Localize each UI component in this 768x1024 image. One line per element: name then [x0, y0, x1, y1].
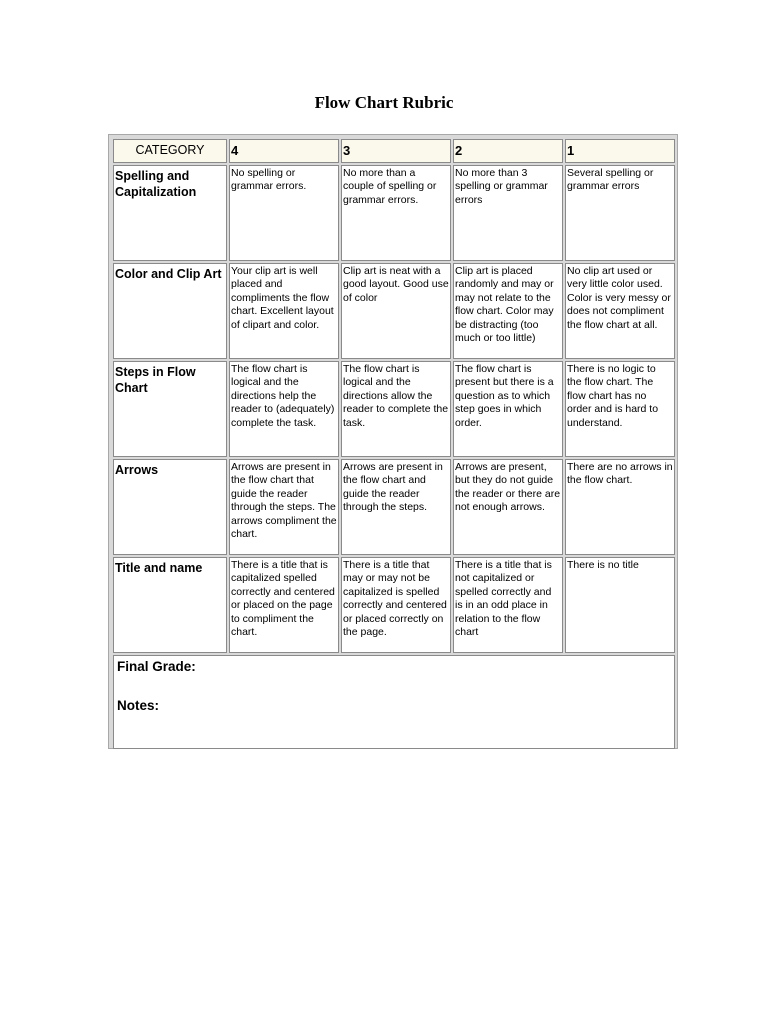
rubric-table-frame [108, 134, 678, 749]
rubric-cell: Several spelling or grammar errors [565, 165, 675, 261]
row-category-label: Color and Clip Art [113, 263, 227, 359]
rubric-cell: Clip art is placed randomly and may or may not relate to the flow chart. Color may be distracting (too much or too little) [453, 263, 563, 359]
header-row [113, 139, 675, 163]
row-category-label: Steps in Flow Chart [113, 361, 227, 457]
rubric-cell: Clip art is neat with a good layout. Good use of color [341, 263, 451, 359]
table-row [113, 361, 675, 457]
rubric-cell: The flow chart is logical and the directions allow the reader to complete the task. [341, 361, 451, 457]
header-score-4: 4 [229, 139, 339, 163]
rubric-cell: The flow chart is logical and the directions help the reader to (adequately) complete the task. [229, 361, 339, 457]
rubric-cell: No more than 3 spelling or grammar errors [453, 165, 563, 261]
rubric-table [111, 137, 677, 751]
final-grade-label: Final Grade: [117, 659, 196, 674]
header-score-3: 3 [341, 139, 451, 163]
rubric-cell: There is no logic to the flow chart. The flow chart has no order and is hard to understand. [565, 361, 675, 457]
notes-label: Notes: [117, 698, 160, 714]
rubric-cell: Arrows are present in the flow chart and guide the reader through the steps. [341, 459, 451, 555]
row-category-label: Arrows [113, 459, 227, 555]
rubric-cell: Arrows are present, but they do not guide the reader or there are not enough arrows. [453, 459, 563, 555]
rubric-cell: There is a title that is not capitalized or spelled correctly and is in an odd place in relation to the flow chart [453, 557, 563, 653]
footer-row [113, 655, 675, 749]
final-grade-notes-cell [113, 655, 675, 749]
table-row [113, 459, 675, 555]
header-category: CATEGORY [113, 139, 227, 163]
row-category-label: Spelling and Capitalization [113, 165, 227, 261]
page-title: Flow Chart Rubric [314, 93, 454, 112]
rubric-cell: There is a title that may or may not be capitalized is spelled correctly and centered or placed correctly on the page. [341, 557, 451, 653]
rubric-cell: Arrows are present in the flow chart that guide the reader through the steps. The arrows compliment the chart. [229, 459, 339, 555]
rubric-cell: No more than a couple of spelling or grammar errors. [341, 165, 451, 261]
table-row [113, 557, 675, 653]
rubric-cell: There are no arrows in the flow chart. [565, 459, 675, 555]
row-category-label: Title and name [113, 557, 227, 653]
table-row [113, 165, 675, 261]
rubric-cell: No spelling or grammar errors. [229, 165, 339, 261]
rubric-cell: The flow chart is present but there is a question as to which step goes in which order. [453, 361, 563, 457]
rubric-cell: Your clip art is well placed and compliments the flow chart. Excellent layout of clipart and color. [229, 263, 339, 359]
rubric-cell: There is no title [565, 557, 675, 653]
header-score-2: 2 [453, 139, 563, 163]
rubric-cell: No clip art used or very little color used. Color is very messy or does not compliment the flow chart at all. [565, 263, 675, 359]
table-row [113, 263, 675, 359]
rubric-cell: There is a title that is capitalized spelled correctly and centered or placed on the page to compliment the chart. [229, 557, 339, 653]
header-score-1: 1 [565, 139, 675, 163]
